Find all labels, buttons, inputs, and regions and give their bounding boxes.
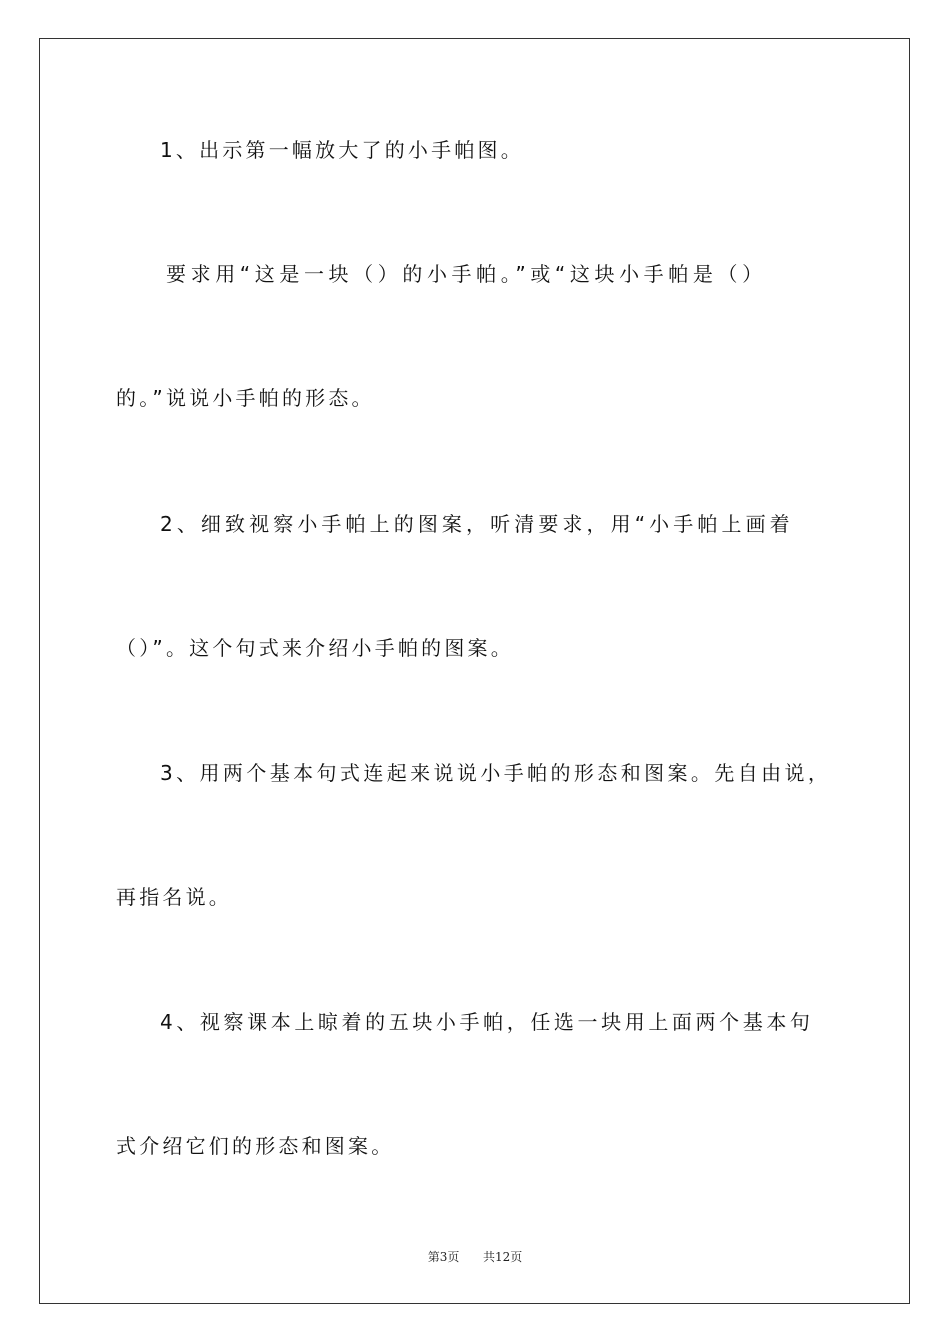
paragraph-4-line-1: 4、视察课本上晾着的五块小手帕，任选一块用上面两个基本句 — [160, 1010, 814, 1034]
paragraph-1-line-3: 的。”说说小手帕的形态。 — [116, 386, 375, 410]
page-footer — [0, 1248, 950, 1265]
paragraph-2-line-1: 2、细致视察小手帕上的图案，听清要求，用“小手帕上画着 — [160, 512, 794, 536]
page-total: 共12页 — [483, 1250, 523, 1264]
paragraph-1-line-2: 要求用“这是一块（）的小手帕。”或“这块小手帕是（） — [166, 262, 767, 286]
paragraph-4-line-2: 式介绍它们的形态和图案。 — [116, 1134, 395, 1158]
paragraph-1-line-1: 1、出示第一幅放大了的小手帕图。 — [160, 138, 524, 162]
paragraph-3-line-1: 3、用两个基本句式连起来说说小手帕的形态和图案。先自由说， — [160, 761, 832, 785]
paragraph-3-line-2: 再指名说。 — [116, 885, 232, 909]
page-number: 第3页 — [427, 1250, 460, 1264]
paragraph-2-line-2: （）”。这个句式来介绍小手帕的图案。 — [116, 636, 514, 660]
page-frame — [39, 38, 910, 1304]
